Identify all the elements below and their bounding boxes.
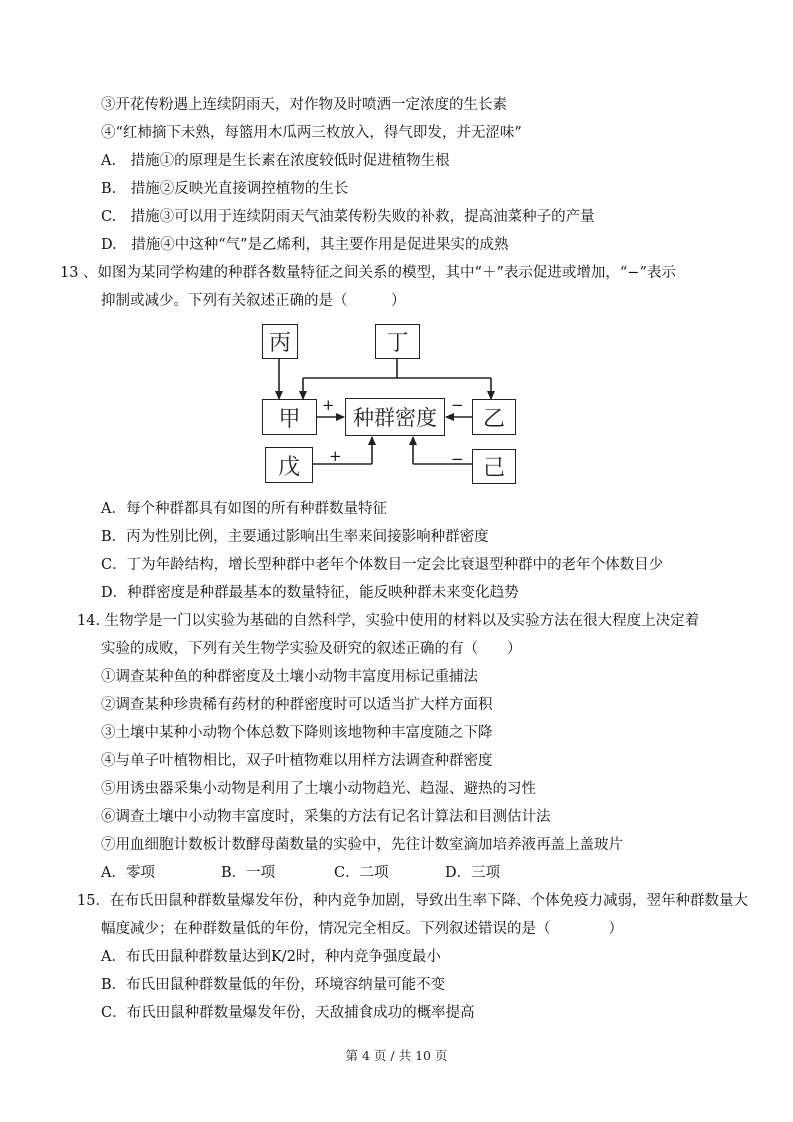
sign-plus-wu: + (329, 447, 342, 465)
sign-plus-jia: + (322, 396, 335, 414)
sign-minus-ji: − (451, 450, 464, 468)
q15-option-a: A．布氏田鼠种群数量达到K/2时，种内竞争强度最小 (101, 949, 441, 965)
q12-option-c: C. 措施③可以用于连续阴雨天气油菜传粉失败的补救，提高油菜种子的产量 (101, 209, 595, 225)
q14-stem-line-1: 14. 生物学是一门以实验为基础的自然科学，实验中使用的材料以及实验方法在很大程度上决定着 (77, 613, 700, 629)
q12-option-d: D. 措施④中这种“气”是乙烯利，其主要作用是促进果实的成熟 (101, 237, 509, 253)
q14-option-d: D．三项 (445, 865, 501, 881)
q14-item-7: ⑦用血细胞计数板计数酵母菌数量的实验中，先往计数室滴加培养液再盖上盖玻片 (101, 837, 623, 853)
q12-line-4: ④“红柿摘下未熟，每篮用木瓜两三枚放入，得气即发，并无涩味” (101, 125, 522, 141)
q13-option-a: A．每个种群都具有如图的所有种群数量特征 (101, 501, 387, 517)
q14-item-4: ④与单子叶植物相比，双子叶植物难以用样方法调查种群密度 (101, 753, 493, 769)
q14-item-5: ⑤用诱虫器采集小动物是利用了土壤小动物趋光、趋湿、避热的习性 (101, 781, 536, 797)
q14-item-6: ⑥调查土壤中小动物丰富度时，采集的方法有记名计算法和目测估计法 (101, 809, 551, 825)
node-population-density: 种群密度 (345, 398, 445, 436)
sign-minus-yi: − (451, 396, 464, 414)
q14-option-a: A．零项 (101, 865, 155, 881)
q14-item-1: ①调查某种鱼的种群密度及土壤小动物丰富度用标记重捕法 (101, 669, 478, 685)
node-bing: 丙 (262, 324, 298, 359)
q13-stem-line-1: 13 、如图为某同学构建的种群各数量特征之间关系的模型，其中“＋”表示促进或增加，“−”表示 (60, 265, 676, 281)
q12-line-3: ③开花传粉遇上连续阴雨天，对作物及时喷洒一定浓度的生长素 (101, 97, 507, 113)
q15-option-c: C．布氏田鼠种群数量爆发年份，天敌捕食成功的概率提高 (101, 1005, 475, 1021)
q12-option-b: B. 措施②反映光直接调控植物的生长 (101, 181, 349, 197)
q14-option-c: C．二项 (334, 865, 389, 881)
q15-option-b: B．布氏田鼠种群数量低的年份，环境容纳量可能不变 (101, 977, 446, 993)
q13-stem-line-2: 抑制或减少。下列有关叙述正确的是（ ） (101, 293, 406, 309)
q13-option-c: C．丁为年龄结构，增长型种群中老年个体数目一定会比衰退型种群中的老年个体数目少 (101, 557, 664, 573)
q14-option-b: B．一项 (221, 865, 276, 881)
q15-stem-line-2: 幅度减少；在种群数量低的年份，情况完全相反。下列叙述错误的是（ ） (101, 921, 623, 937)
node-yi: 乙 (472, 399, 516, 435)
q14-stem-line-2: 实验的成败，下列有关生物学实验及研究的叙述正确的有（ ） (101, 641, 522, 657)
page-footer: 第 4 页 / 共 10 页 (345, 1048, 448, 1063)
node-ji: 己 (472, 449, 516, 484)
q14-item-3: ③土壤中某种小动物个体总数下降则该地物种丰富度随之下降 (101, 725, 493, 741)
q13-option-d: D．种群密度是种群最基本的数量特征，能反映种群未来变化趋势 (101, 585, 519, 601)
node-wu: 戊 (265, 447, 313, 483)
q15-stem-line-1: 15．在布氏田鼠种群数量爆发年份，种内竞争加剧，导致出生率下降、个体免疫力减弱，翌年种群数量大 (77, 893, 748, 909)
q14-item-2: ②调查某种珍贵稀有药材的种群密度时可以适当扩大样方面积 (101, 697, 493, 713)
node-ding: 丁 (375, 324, 420, 359)
q12-option-a: A. 措施①的原理是生长素在浓度较低时促进植物生根 (101, 153, 450, 169)
q13-option-b: B．丙为性别比例，主要通过影响出生率来间接影响种群密度 (101, 529, 489, 545)
node-jia: 甲 (262, 399, 317, 435)
